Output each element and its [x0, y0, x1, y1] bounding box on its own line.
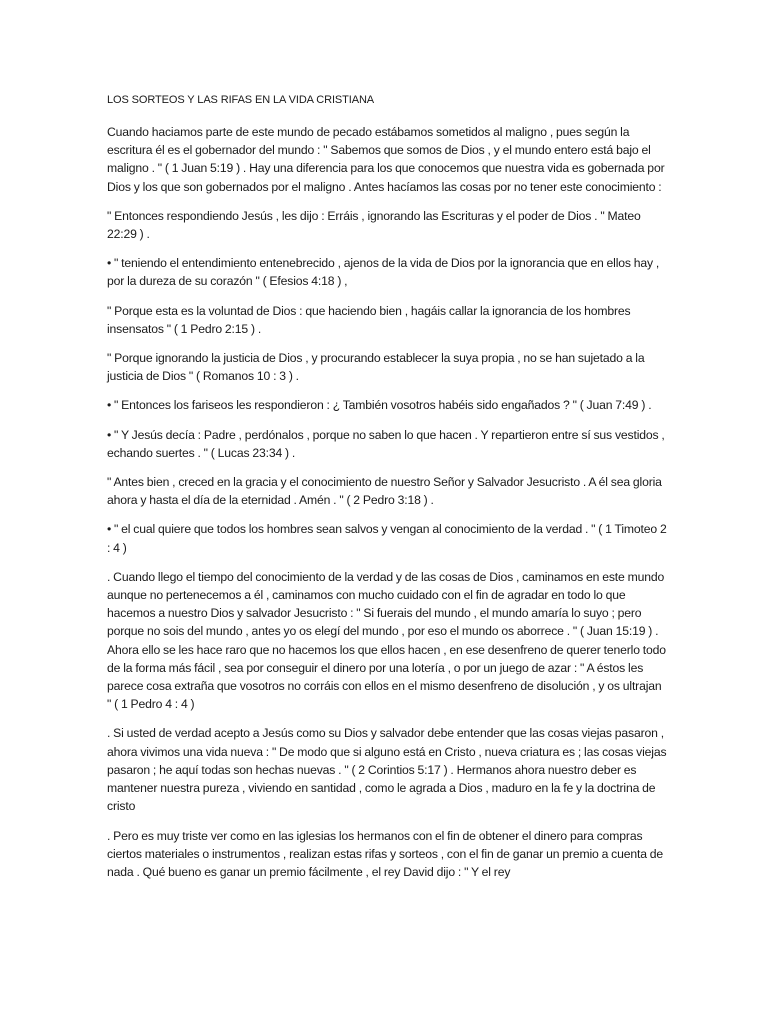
paragraph: " Antes bien , creced en la gracia y el conocimiento de nuestro Señor y Salvador Jesucristo . A él sea gloria ahora y hasta el día de la eternidad . Amén . " ( 2 Pedro 3:18 ) . [107, 475, 662, 508]
paragraph: • " Entonces los fariseos les respondieron : ¿ También vosotros habéis sido engañados ? " ( Juan 7:49 ) . [107, 398, 652, 413]
paragraph: • " Y Jesús decía : Padre , perdónalos , porque no saben lo que hacen . Y repartieron entre sí sus vestidos , echando suertes . " ( Lucas 23:34 ) . [107, 427, 665, 460]
paragraph: " Porque esta es la voluntad de Dios : que haciendo bien , hagáis callar la ignorancia de los hombres insensatos " ( 1 Pedro 2:15 ) . [107, 303, 631, 336]
document-page [107, 92, 667, 892]
document-title: LOS SORTEOS Y LAS RIFAS EN LA VIDA CRISTIANA [107, 94, 375, 106]
paragraph: • " el cual quiere que todos los hombres sean salvos y vengan al conocimiento de la verdad . " ( 1 Timoteo 2 : 4 ) [107, 522, 667, 555]
paragraph: " Entonces respondiendo Jesús , les dijo : Erráis , ignorando las Escrituras y el poder de Dios . " Mateo 22:29 ) . [107, 208, 641, 242]
paragraph: • " teniendo el entendimiento entenebrecido , ajenos de la vida de Dios por la ignorancia que en ellos hay , por la dureza de su corazón " ( Efesios 4:18 ) , [107, 256, 660, 289]
paragraph: Cuando haciamos parte de este mundo de pecado estábamos sometidos al maligno , pues según la escritura él es el gobernador del mundo : " Sabemos que somos de Dios , y el mundo entero está bajo el maligno . " ( 1 Juan 5:19 ) . Hay una diferencia para los que conocemos que nuestra vida es gobernada por Dios y los que son gobernados por el maligno . Antes hacíamos las cosas por no tener este conocimiento : [107, 125, 665, 194]
paragraph: . Cuando llego el tiempo del conocimiento de la verdad y de las cosas de Dios , caminamos en este mundo aunque no pertenecemos a él , caminamos con mucho cuidado con el fin de agradar en todo lo que hacemos a nuestro Dios y salvador Jesucristo : " Si fuerais del mundo , el mundo amaría lo suyo ; pero porque no sois del mundo , antes yo os elegí del mundo , por eso el mundo os aborrece . " ( Juan 15:19 ) . Ahora ello se les hace raro que no hacemos los que ellos hacen , en ese desenfreno de querer tenerlo todo de la forma más fácil , sea por conseguir el dinero por una lotería , o por un juego de azar : " A éstos les parece cosa extraña que vosotros no corráis con ellos en el mismo desenfreno de disolución , y os ultrajan " ( 1 Pedro 4 : 4 ) [107, 569, 666, 712]
paragraph: . Pero es muy triste ver como en las iglesias los hermanos con el fin de obtener el dinero para compras ciertos materiales o instrumentos , realizan estas rifas y sorteos , con el fin de ganar un premio a cuenta de nada . Qué bueno es ganar un premio fácilmente , el rey David dijo : " Y el rey [107, 828, 664, 879]
paragraph: " Porque ignorando la justicia de Dios , y procurando establecer la suya propia , no se han sujetado a la justicia de Dios " ( Romanos 10 : 3 ) . [107, 351, 645, 384]
paragraph: . Si usted de verdad acepto a Jesús como su Dios y salvador debe entender que las cosas viejas pasaron , ahora vivimos una vida nueva : " De modo que si alguno está en Cristo , nueva criatura es ; las cosas viejas pasaron ; he aquí todas son hechas nuevas . " ( 2 Corintios 5:17 ) . Hermanos ahora nuestro deber es mantener nuestra pureza , viviendo en santidad , como le agrada a Dios , maduro en la fe y la doctrina de cristo [107, 726, 667, 814]
